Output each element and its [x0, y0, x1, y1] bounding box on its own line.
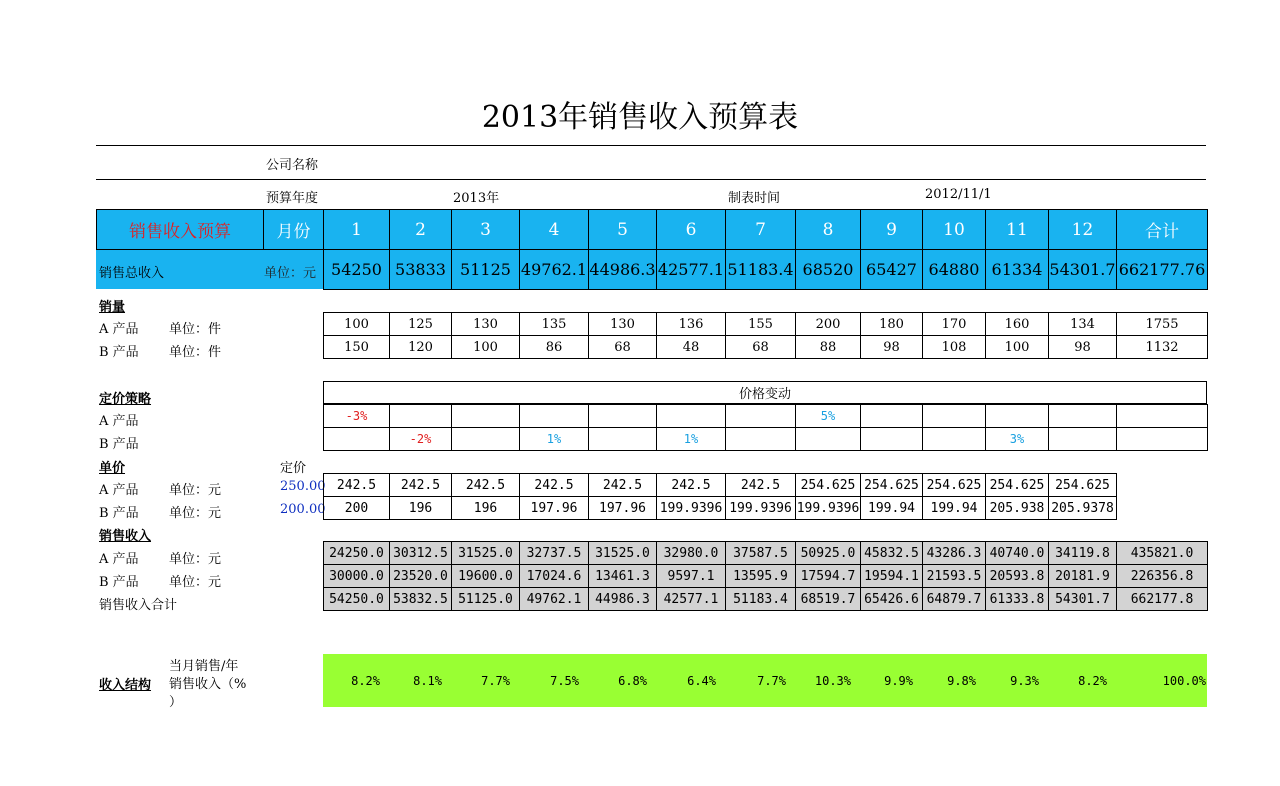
volume-cell: 134: [1048, 312, 1117, 336]
structure-desc-3: ）: [169, 695, 183, 710]
divider: [96, 179, 1206, 180]
year-label: 预算年度: [266, 191, 319, 206]
sales-revenue-cell: 24250.0: [323, 541, 390, 565]
volume-cell: 100: [985, 335, 1049, 359]
price-change-cell: 5%: [795, 404, 861, 428]
unit-price-cell: 199.9396: [656, 496, 726, 520]
unit-price-cell: 242.5: [519, 473, 589, 497]
sales-revenue-cell: 34119.8: [1048, 541, 1117, 565]
volume-cell: 125: [389, 312, 452, 336]
month-header-cell: 6: [656, 209, 726, 250]
unit-price-cell: 199.9396: [795, 496, 861, 520]
structure-cell: 9.9%: [884, 674, 913, 688]
price-change-cell: [519, 404, 589, 428]
sales-revenue-cell: 17024.6: [519, 564, 589, 588]
revenue-total-cell: 61334: [985, 249, 1049, 290]
sales-revenue-cell: 20593.8: [985, 564, 1049, 588]
volume-cell: 68: [725, 335, 796, 359]
volume-cell: 100: [451, 335, 520, 359]
base-price-label: 定价: [280, 461, 307, 476]
sales-revenue-total-cell: 68519.7: [795, 587, 861, 611]
volume-cell: 130: [451, 312, 520, 336]
sales-revenue-total-cell: 51125.0: [451, 587, 520, 611]
price-change-cell: [985, 404, 1049, 428]
month-header-cell: 5: [588, 209, 657, 250]
unit-price-cell: 242.5: [323, 473, 390, 497]
volume-cell: 160: [985, 312, 1049, 336]
sales-revenue-cell: 50925.0: [795, 541, 861, 565]
unit-price-a-unit: 单位：元: [169, 483, 222, 498]
unit-price-cell: 199.94: [860, 496, 923, 520]
volume-cell: 180: [860, 312, 923, 336]
price-change-cell: [1048, 427, 1117, 451]
price-change-cell: [451, 427, 520, 451]
sales-revenue-cell: 37587.5: [725, 541, 796, 565]
price-change-cell: [656, 404, 726, 428]
unit-price-b-product: B 产品: [99, 506, 139, 521]
month-header-cell: 12: [1048, 209, 1117, 250]
unit-price-cell: 200: [323, 496, 390, 520]
month-header-cell: 7: [725, 209, 796, 250]
unit-price-cell: 199.94: [922, 496, 986, 520]
sales-revenue-cell: 13461.3: [588, 564, 657, 588]
structure-cell: 9.8%: [947, 674, 976, 688]
unit-price-cell: 196: [451, 496, 520, 520]
price-change-cell: 1%: [519, 427, 589, 451]
sales-revenue-cell: 45832.5: [860, 541, 923, 565]
month-header-cell: 11: [985, 209, 1049, 250]
month-header-cell: 1: [323, 209, 390, 250]
divider: [96, 145, 1206, 146]
sales-revenue-cell: 31525.0: [588, 541, 657, 565]
sales-revenue-b-unit: 单位：元: [169, 575, 222, 590]
revenue-total-cell: 65427: [860, 249, 923, 290]
volume-cell: 86: [519, 335, 589, 359]
month-header-cell: 10: [922, 209, 986, 250]
unit-price-cell: 242.5: [725, 473, 796, 497]
price-change-cell: [860, 404, 923, 428]
sales-revenue-cell: 226356.8: [1116, 564, 1208, 588]
month-header-cell: 8: [795, 209, 861, 250]
made-value: 2012/11/1: [925, 187, 992, 202]
base-price-a: 250.00: [280, 479, 326, 494]
revenue-total-cell: 54301.7: [1048, 249, 1117, 290]
sales-revenue-total-label: 销售收入合计: [99, 598, 178, 613]
unit-price-cell: 197.96: [588, 496, 657, 520]
structure-cell: 8.2%: [351, 674, 380, 688]
sales-revenue-cell: 19600.0: [451, 564, 520, 588]
volume-b-unit: 单位：件: [169, 345, 222, 360]
sales-revenue-cell: 21593.5: [922, 564, 986, 588]
volume-cell: 1755: [1116, 312, 1208, 336]
volume-cell: 135: [519, 312, 589, 336]
volume-cell: 98: [1048, 335, 1117, 359]
total-header-cell: 合计: [1116, 209, 1208, 250]
pricing-heading: 定价策略: [99, 392, 152, 407]
structure-cell: 7.5%: [550, 674, 579, 688]
price-change-cell: [451, 404, 520, 428]
price-change-cell: 1%: [656, 427, 726, 451]
unit-price-cell: 205.9378: [1048, 496, 1117, 520]
volume-cell: 68: [588, 335, 657, 359]
sales-revenue-total-cell: 51183.4: [725, 587, 796, 611]
revenue-total-label: 销售总收入: [99, 266, 165, 281]
volume-cell: 108: [922, 335, 986, 359]
price-change-cell: [725, 427, 796, 451]
sales-revenue-total-cell: 54250.0: [323, 587, 390, 611]
unit-price-cell: 205.938: [985, 496, 1049, 520]
page-title: 2013年销售收入预算表: [481, 100, 799, 135]
sales-revenue-cell: 30000.0: [323, 564, 390, 588]
sales-revenue-cell: 17594.7: [795, 564, 861, 588]
price-change-cell: [323, 427, 390, 451]
volume-cell: 48: [656, 335, 726, 359]
price-change-cell: [588, 404, 657, 428]
month-header-cell: 9: [860, 209, 923, 250]
month-header-cell: 3: [451, 209, 520, 250]
volume-heading: 销量: [99, 300, 126, 315]
sales-revenue-a-product: A 产品: [99, 552, 139, 567]
sales-revenue-cell: 23520.0: [389, 564, 452, 588]
sales-revenue-cell: 30312.5: [389, 541, 452, 565]
price-change-cell: [389, 404, 452, 428]
volume-cell: 150: [323, 335, 390, 359]
sales-revenue-total-cell: 54301.7: [1048, 587, 1117, 611]
volume-cell: 1132: [1116, 335, 1208, 359]
revenue-total-cell: 42577.1: [656, 249, 726, 290]
sales-revenue-b-product: B 产品: [99, 575, 139, 590]
pricing-b-product: B 产品: [99, 437, 139, 452]
revenue-total-cell: 64880: [922, 249, 986, 290]
unit-price-cell: 242.5: [656, 473, 726, 497]
volume-cell: 170: [922, 312, 986, 336]
unit-price-cell: 242.5: [389, 473, 452, 497]
revenue-total-cell: 51125: [451, 249, 520, 290]
structure-cell: 8.2%: [1078, 674, 1107, 688]
sales-revenue-cell: 31525.0: [451, 541, 520, 565]
sales-revenue-heading: 销售收入: [99, 529, 152, 544]
unit-price-cell: 199.9396: [725, 496, 796, 520]
sales-revenue-a-unit: 单位：元: [169, 552, 222, 567]
revenue-total-cell: 49762.1: [519, 249, 589, 290]
month-label: 月份: [263, 209, 324, 250]
unit-price-cell: 197.96: [519, 496, 589, 520]
volume-cell: 100: [323, 312, 390, 336]
volume-a-product: A 产品: [99, 322, 139, 337]
sales-revenue-total-cell: 65426.6: [860, 587, 923, 611]
price-change-cell: -3%: [323, 404, 390, 428]
volume-cell: 130: [588, 312, 657, 336]
structure-desc-1: 当月销售/年: [169, 659, 239, 674]
sales-revenue-total-cell: 49762.1: [519, 587, 589, 611]
made-label: 制表时间: [728, 191, 781, 206]
sales-revenue-cell: 9597.1: [656, 564, 726, 588]
volume-cell: 98: [860, 335, 923, 359]
volume-a-unit: 单位：件: [169, 322, 222, 337]
price-change-header: 价格变动: [323, 381, 1207, 404]
structure-cell: 7.7%: [481, 674, 510, 688]
month-header-cell: 2: [389, 209, 452, 250]
volume-b-product: B 产品: [99, 345, 139, 360]
base-price-b: 200.00: [280, 502, 326, 517]
sales-revenue-total-cell: 53832.5: [389, 587, 452, 611]
unit-price-cell: 254.625: [922, 473, 986, 497]
unit-price-cell: 254.625: [985, 473, 1049, 497]
price-change-cell: [795, 427, 861, 451]
revenue-total-cell: 44986.3: [588, 249, 657, 290]
sales-revenue-total-cell: 42577.1: [656, 587, 726, 611]
month-header-cell: 4: [519, 209, 589, 250]
volume-cell: 120: [389, 335, 452, 359]
unit-price-cell: 242.5: [588, 473, 657, 497]
unit-price-cell: 242.5: [451, 473, 520, 497]
unit-price-b-unit: 单位：元: [169, 506, 222, 521]
structure-cell: 10.3%: [814, 674, 851, 688]
sales-revenue-total-cell: 662177.8: [1116, 587, 1208, 611]
price-change-cell: [860, 427, 923, 451]
price-change-cell: -2%: [389, 427, 452, 451]
revenue-total-cell: 53833: [389, 249, 452, 290]
pricing-a-product: A 产品: [99, 414, 139, 429]
price-change-cell: [725, 404, 796, 428]
volume-cell: 88: [795, 335, 861, 359]
revenue-total-cell: 54250: [323, 249, 390, 290]
sales-revenue-cell: 20181.9: [1048, 564, 1117, 588]
sales-revenue-cell: 32737.5: [519, 541, 589, 565]
sales-revenue-total-cell: 44986.3: [588, 587, 657, 611]
revenue-total-unit: 单位：元: [264, 266, 317, 281]
structure-cell: 7.7%: [757, 674, 786, 688]
volume-cell: 136: [656, 312, 726, 336]
structure-heading: 收入结构: [99, 678, 152, 693]
price-change-cell: [1116, 404, 1208, 428]
year-value: 2013年: [453, 191, 500, 206]
revenue-total-cell: 68520: [795, 249, 861, 290]
sales-revenue-cell: 32980.0: [656, 541, 726, 565]
volume-cell: 155: [725, 312, 796, 336]
unit-price-cell: 254.625: [795, 473, 861, 497]
sales-revenue-total-cell: 64879.7: [922, 587, 986, 611]
sales-revenue-cell: 19594.1: [860, 564, 923, 588]
company-label: 公司名称: [266, 158, 319, 173]
revenue-total-cell: 662177.76: [1116, 249, 1208, 290]
unit-price-cell: 196: [389, 496, 452, 520]
unit-price-cell: 254.625: [860, 473, 923, 497]
price-change-cell: [922, 427, 986, 451]
price-change-cell: [1116, 427, 1208, 451]
structure-cell: 9.3%: [1010, 674, 1039, 688]
sales-revenue-cell: 13595.9: [725, 564, 796, 588]
sales-revenue-cell: 40740.0: [985, 541, 1049, 565]
section-title: 销售收入预算: [96, 209, 264, 250]
structure-desc-2: 销售收入（%: [169, 677, 247, 692]
structure-cell: 6.4%: [687, 674, 716, 688]
sales-revenue-cell: 43286.3: [922, 541, 986, 565]
sales-revenue-total-cell: 61333.8: [985, 587, 1049, 611]
price-change-cell: [922, 404, 986, 428]
revenue-total-cell: 51183.4: [725, 249, 796, 290]
unit-price-heading: 单价: [99, 461, 126, 476]
price-change-cell: [588, 427, 657, 451]
unit-price-cell: 254.625: [1048, 473, 1117, 497]
sales-revenue-cell: 435821.0: [1116, 541, 1208, 565]
unit-price-a-product: A 产品: [99, 483, 139, 498]
price-change-cell: 3%: [985, 427, 1049, 451]
volume-cell: 200: [795, 312, 861, 336]
price-change-cell: [1048, 404, 1117, 428]
structure-cell: 100.0%: [1162, 674, 1206, 688]
structure-cell: 6.8%: [618, 674, 647, 688]
structure-cell: 8.1%: [413, 674, 442, 688]
